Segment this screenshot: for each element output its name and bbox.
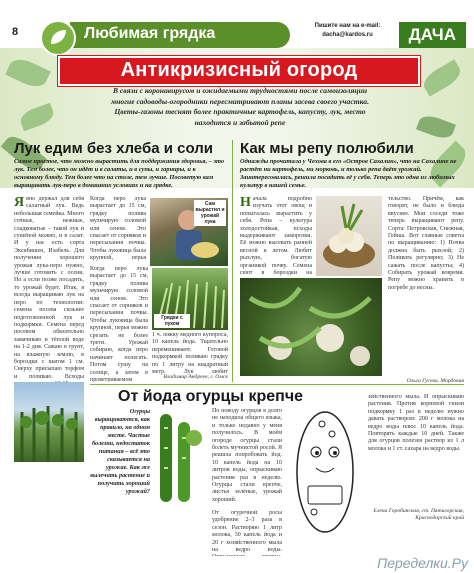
turnip-column-1 bbox=[240, 196, 312, 276]
main-title-banner bbox=[58, 56, 420, 86]
leaf-decoration bbox=[420, 59, 465, 96]
onion-beds-photo bbox=[152, 268, 228, 330]
page-number: 8 bbox=[12, 26, 19, 38]
onion-subtitle: Самое простое, что можно вырастить для поддержания здоровья, – это лук. Тем более, что он идёт и в салаты, и в супы, и гарниры, и к основному блюду. Тем более что на столе, тем лучше. Посоветую вам выращивать лук-перо в домашних условиях и на грядке. bbox=[14, 158, 225, 189]
onion-photo-text bbox=[90, 196, 146, 262]
leaf-logo-icon bbox=[40, 20, 76, 56]
cucumber-column-3: зейственного мыла. И опрыскиваю растения. Против корневой гнили подкормку 1 раз в неделю нужно давать раствором: 200 г молока на ведро воды плюс 10 капель йода. Повторять каждые 10 дней. Также для огурцов полезен раствор из 1 л молока и 1 ст. сахара на ведро воды. bbox=[368, 394, 464, 452]
turnip-subtitle: Однажды прочитала у Чехова в его «Остров Сахалин», что на Сахалине не растёт ни картофель, ни морковь, и только репа даёт урожай. Заинтересовалась, решила посадить её у себя. Теперь это одна из любимых культур в нашей семье. bbox=[240, 158, 457, 189]
cucumber-column-2: От огуречной росы удобрение 2–3 раза в сезон. Растворяю 1 литр молока, 30 капель йода и 20 г хозяйственного мыла на ведро воды. bbox=[212, 510, 282, 554]
onion-text-1: вно держал для себя салатный лук. Ведь небольшая семейка. Много сочные, нежные, сладковатые – такой лук и сушёной можно, и в салат. И у нас есть сорта Эксибишен, Изабель. Для получения хорошего урожая лука-перо нужно, лучше готовить с осени. Но а если позже посадить, то урожай будет. Итак, я всегда выращиваю лук на перо по технологии: семена посева сильнее подготовленной лук и подкормки. Семена перед посевом обязательно замачиваю в тёплой воде на 1-2 дня. Сажаю в грунт, на влажную землю, в бороздки с шагом 1 см. Сверху присыпаю торфом и поливаю. Всходы bbox=[14, 196, 84, 380]
onion-column-2b bbox=[90, 266, 148, 382]
page-header bbox=[0, 20, 474, 58]
cucumber-photo bbox=[150, 408, 208, 508]
turnip-title: Как мы репу полюбили bbox=[240, 140, 414, 157]
cartoon-cucumber-drawing bbox=[286, 394, 364, 544]
main-title: Антикризисный огород bbox=[120, 59, 358, 81]
turnip-bowl-photo bbox=[316, 196, 382, 276]
onion-author: Владимир Андреев, г. Омск bbox=[163, 374, 228, 380]
cucumber-author: Елена Горобинская, ст. Пятигорская, Краснодарский край bbox=[373, 508, 464, 521]
column-divider bbox=[232, 140, 233, 382]
section-label: ДАЧА bbox=[399, 22, 466, 48]
leaf-decoration bbox=[18, 103, 56, 132]
watermark: Переделки.Ру bbox=[377, 555, 468, 571]
turnip-text-1: ачала подробно изучать этот овощ и попыталась вырастить у себя. Репа – культура холодостойкая, всходы выдерживают заморозки. Её можно высевать ранней весной и летом. Любит рыхлую, богатую органикой почву. Семена сеют в бороздки на bbox=[240, 196, 312, 276]
onion-title: Лук едим без хлеба и соли bbox=[14, 140, 213, 157]
cucumber-title: От йода огурцы крепче bbox=[118, 388, 303, 405]
rubric-title: Любимая грядка bbox=[84, 25, 216, 42]
onion-beds-caption: Грядки с луком bbox=[154, 314, 190, 328]
turnip-author: Ольга Гусева, Мордовия bbox=[406, 378, 464, 384]
section-divider bbox=[90, 384, 464, 385]
onion-column-2a: Когда перо лука вырастает до 15 см, грядку полива мульчирую соломой или сеном. Это спасает от сорняков и пересыхания почвы. Чтобы луковица была крупной, перья bbox=[90, 196, 146, 262]
onion-column-3: 1 ч. ложку медного купороса, 10 капель йода. Тщательно перемешивают. Готовой подкормкой поливаю грядку по 1 литру на квадратный метр. Лук любит bbox=[152, 332, 228, 376]
turnip-field-photo bbox=[240, 278, 382, 376]
turnip-column-3: тельство. Причём, как говорят, не было и блюда вкуснее. Мои соседи тоже теперь выращивают репу. Сорта: Петровская, Снежная, Гейша. Вот главные советы по выращиванию: 1) Почва должна быть рыхлой; 2) Поливать регулярно; 3) Не сажать после капусты; 4) Собирать урожай вовремя. Репу можно хранить в погребе до весны. bbox=[388, 196, 464, 291]
leaf-decoration bbox=[5, 55, 51, 92]
man-with-onion-photo bbox=[150, 198, 228, 266]
leaf-decoration bbox=[416, 112, 456, 141]
greenhouse-photo bbox=[14, 382, 84, 462]
lead-paragraph: В связи с коронавирусом и ожидаемыми трудностями после самоизоляции многие садоводы-огородники пересматривают планы засева своего участка. Цветы-газоны теснят более практичные картофель, капусту, лук, место находится и забытой репе bbox=[111, 86, 369, 127]
cucumber-side-text: Огурцы выращиваются, как правило, на одном месте. Частые болезни, недостаток питания – всё это сказывается на урожае. Как же вылечить растение и получить хороший урожай? bbox=[90, 408, 150, 495]
onion-dropcap: Я bbox=[14, 196, 25, 210]
onion-column-1 bbox=[14, 196, 84, 382]
cucumber-column-1: По поводу огурцов я долго не находила общего языка, и только недавно у меня получилось. В моём огороде огурцы стали болеть мучнистой росой. Я решила попробовать йод. 10 капель йода на 10 литров воды, опрыскиваю растения раз в неделю. Огурцы стали крепче, листья зелёные, урожай хороший. bbox=[212, 408, 282, 503]
turnip-dropcap: Н bbox=[240, 196, 251, 210]
onion-text-2b: Когда перо лука вырастает до 15 см, грядку полива мульчирую соломой или сеном. Это спасает от сорняков и пересыхания почвы. Чтобы луковица была крупной, перья можно срезать не более трети. Урожай собираю, когда перо начинает полегать. Потом сушу на солнце, а затем в проветриваемом bbox=[90, 266, 148, 382]
onion-photo-caption: Сам вырастил и урожай лука bbox=[195, 201, 225, 225]
contact-email: Пишите нам на e-mail: dacha@kardos.ru bbox=[314, 23, 381, 38]
